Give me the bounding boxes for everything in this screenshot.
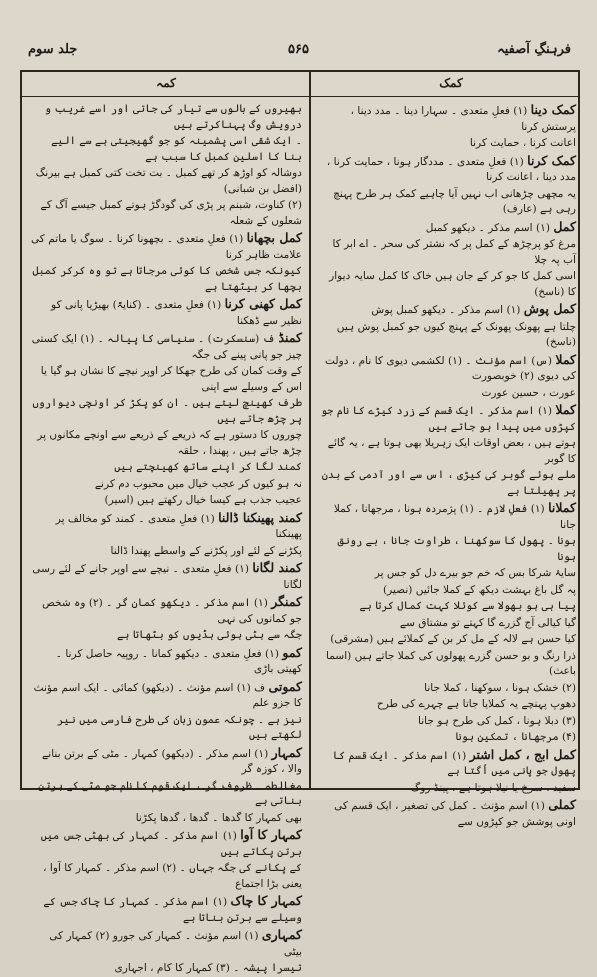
dictionary-entry: [320, 583, 576, 599]
dictionary-entry: [30, 811, 302, 827]
dictionary-entry: [30, 713, 302, 744]
dictionary-entry: [30, 827, 302, 860]
entry-definition: پیا ہی ہو بھولا سے کوئلا کہت کمال کرتا ہے: [359, 600, 576, 612]
dictionary-entry: [320, 534, 576, 565]
entry-headword: کمل بچھانا: [246, 230, 302, 245]
entry-definition: کے پکانے کی جگہ جہاں ۔ (۲) اسم مذکر ۔ کمہار کا آوا ، یعنی بڑا اجتماع: [43, 862, 302, 890]
entry-definition: (۱) اسم مذکر ۔ (دیکھو) کمہار ۔ مٹی کے برتن بنانے والا ، کوزہ گر: [42, 747, 302, 775]
dictionary-entry: [320, 781, 576, 797]
entry-headword: کمو: [282, 644, 302, 660]
right-column: [320, 102, 576, 828]
dictionary-entry: [30, 745, 302, 778]
entry-definition: (۲) خشک ہونا ، سوکھنا ، کملا جانا: [424, 681, 576, 694]
entry-headword: کمنگر: [271, 594, 302, 609]
dictionary-entry: [320, 386, 576, 402]
dictionary-entry: [30, 893, 302, 926]
entry-definition: چلتا ہے پھونک پھونک کے پہنچ کیوں جو کمبل پوش ہیں (ناسخ): [336, 320, 576, 348]
entry-definition: (۳) دبلا ہونا ، کمل کی طرح ہو جانا: [418, 714, 576, 727]
entry-definition: (۱) فعلِ لازم ۔ (۱) پژمردہ ہونا ، مرجھانا ، کملا جانا: [333, 503, 576, 531]
entry-definition: (۱) اسم مؤنث ۔ کمل کی تصغیر ، ایک قسم کی اونی پوشش جو کپڑوں سے: [334, 800, 576, 828]
dictionary-entry: [30, 594, 302, 627]
dictionary-entry: [30, 560, 302, 593]
entry-definition: (۱) اسم مذکر ۔ ایک قسم کے زرد کیڑے کا نام جو کپڑوں میں پیدا ہو جاتے ہیں: [320, 405, 576, 433]
dictionary-entry: [30, 166, 302, 197]
dictionary-entry: [320, 352, 576, 385]
entry-definition: (۴) مرجھانا ، تمکین ہونا: [455, 731, 576, 743]
entry-headword: کمل: [553, 218, 576, 234]
entry-definition: عورت ، حسین عورت: [481, 386, 576, 399]
dictionary-entry: [30, 428, 302, 459]
dictionary-entry: [320, 187, 576, 218]
dictionary-entry: [320, 747, 576, 780]
entry-headword: کمند لگانا: [252, 560, 302, 575]
entry-headword: کمہار کا چاک: [230, 893, 302, 908]
dictionary-entry: [320, 153, 576, 186]
entry-definition: ۔ ایک شقی اسی پشمینہ کو جو گھیجیتی ہے سے الیے بنا کا اسلین کمبل کا سبب ہے: [51, 135, 302, 163]
dictionary-entry: [320, 599, 576, 615]
page-frame: [20, 70, 580, 974]
heading-rule: [22, 96, 578, 97]
page-header: [20, 42, 577, 70]
dictionary-entry: [320, 649, 576, 680]
dictionary-entry: [30, 460, 302, 476]
dictionary-entry: [320, 102, 576, 135]
entry-definition: دھوپ پہنچے یہ کملایا جاتا ہے چہرے کی طرح: [376, 698, 576, 710]
entry-headword: کموتی: [268, 678, 302, 694]
volume-label: جلد سوم: [28, 42, 78, 57]
entry-headword: کمنڈ: [278, 330, 302, 345]
entry-definition: (۱) فعلِ متعدی ۔ کمند کو مخالف پر پھینکنا: [55, 512, 302, 540]
dictionary-entry: [30, 296, 302, 329]
entry-definition: مرغ کو پرچڑھ کے کمل پر کہ نشتر کی سحر ۔ اے ابر کا آب پہ چلا: [332, 238, 576, 266]
dictionary-entry: [320, 566, 576, 582]
entry-definition: (۱) اسم مذکر ۔ کمہار کی بھٹی جس میں برتن پکاتے ہیں: [40, 830, 302, 858]
entry-definition: کیونکہ جس شخص کا کوئی مرجاتا ہے تو وہ کرکر کمبل بچھا کر بیٹھتا ہے: [32, 265, 302, 293]
entry-definition: (۱) فعلِ متعدی ۔ سہارا دینا ۔ مدد دینا ، پرستش کرنا: [350, 105, 576, 133]
dictionary-entry: [30, 645, 302, 678]
entry-definition: عجیب جذب ہے کیسا خیال رکھتے ہیں (اسیر): [104, 494, 302, 506]
entry-headword: کمل ابج ، کمل اشتر: [469, 746, 576, 762]
dictionary-entry: [30, 927, 302, 960]
entry-definition: کے وقت کمان کی طرح جھکا کر اوپر نیچے کا نشان ہو گیا یا اس کے وسیلے سے اپنی: [40, 365, 302, 393]
entry-definition: طرف کھینچ لیتے ہیں ۔ ان کو پکڑ کر اونچی دیواروں پر چڑھ جاتے ہیں: [32, 397, 302, 425]
entry-definition: چوروں کا دستور ہے کہ ذریعے کے ذریعے سے اونچے مکانوں پر چڑھ جاتے ہیں ، پھندا ، حلقہ: [37, 429, 302, 457]
dictionary-entry: [320, 237, 576, 268]
dictionary-entry: [320, 136, 576, 152]
entry-headword: کملی: [548, 797, 576, 812]
entry-definition: (۱) اسم مذکر ۔ ایک قسم کا پھول جو پانی میں اُگتا ہے: [332, 749, 576, 777]
dictionary-entry: [320, 301, 576, 319]
entry-definition: ف (سنسکرت) ۔ سنیاسی کا پیالہ ۔ (۱) ایک کستی چیز جو پانی پینے کی جگہ: [31, 333, 302, 361]
entry-headword: کملانا: [548, 500, 576, 515]
entry-definition: یہ مچھی چڑھانی اب نہیں آیا چاہیے کمک ہر طرح پہنچ رہی ہے (عارف): [333, 187, 576, 215]
entry-definition: (۱) اسم مذکر ۔ دیکھو کمان گر ۔ (۲) وہ شخص جو کمانوں کی نہی: [42, 597, 302, 625]
entry-definition: ذرا رنگ و بو حسن گزرے پھولوں کی کملا جاتے ہیں (اسما باعث): [325, 649, 576, 677]
entry-headword: کمک کرنا: [527, 152, 576, 168]
dictionary-entry: [320, 616, 576, 632]
dictionary-entry: [320, 219, 576, 237]
entry-definition: ہوتے ہیں ، بعض اوقات ایک زہریلا بھی ہوتا ہے ، یہ گائے کا گوبر: [327, 437, 576, 465]
entry-definition: (۱) فعلِ متعدی ۔ مددگار ہونا ، حمایت کرنا ، مدد دینا ، اعانت کرنا: [326, 155, 576, 183]
entry-definition: (۱) فعلِ متعدی ۔ دیکھو کمانا ۔ روپیہ حاصل کرنا ۔ کھیتی باڑی: [55, 647, 302, 675]
entry-definition: (۱) اسم مؤنث ۔ کمہار کی جورو (۲) کمہار کی بیٹی: [49, 930, 302, 958]
dictionary-entry: [30, 510, 302, 543]
entry-definition: نہ ہو کیوں کر عجب خیال میں محبوب دم کرنے: [94, 477, 302, 490]
dictionary-entry: [30, 477, 302, 493]
entry-headword: کمند پھینکنا ڈالنا: [218, 509, 302, 525]
entry-definition: پکڑنے کے لئے اور پکڑنے کے واسطے پھندا ڈالنا: [110, 544, 302, 557]
dictionary-entry: [30, 102, 302, 133]
entry-definition: نیز ہے ۔ چونکہ عمون زبان کی طرح فارسی میں نیر لکھتے ہیں: [57, 713, 302, 741]
dictionary-entry: [30, 330, 302, 363]
dictionary-entry: [30, 861, 302, 892]
left-column: [30, 102, 302, 974]
dictionary-entry: [30, 493, 302, 509]
entry-definition: گیا کیالی آج گزرے گا کہتے تو مشتاق سے: [399, 616, 576, 629]
entry-headword: کمہار کا آوا: [240, 827, 302, 842]
dictionary-entry: [30, 364, 302, 395]
dictionary-entry: [320, 269, 576, 300]
dictionary-entry: [320, 632, 576, 648]
entry-definition: ف (۱) اسم مؤنث ۔ (دیکھو) کمائی ۔ ایک اسم مؤنث کا جزو علم: [33, 681, 302, 709]
entry-definition: (۱) فعلِ متعدی ۔ (کنایۃً) بھیڑیا پانی کو نظیر سے ڈھکنا: [51, 299, 302, 327]
entry-headword: کمل کھنی کرنا: [224, 296, 302, 311]
entry-definition: سایۂ شرکا بس کہ خم جو بیرے دل کو جس پر: [374, 567, 576, 579]
dictionary-entry: [320, 714, 576, 730]
dictionary-entry: [320, 500, 576, 533]
entry-definition: تیسرا پیشہ ۔ (۳) کمہار کا کام ، اجہاری: [114, 962, 302, 974]
entry-definition: دوشالہ کو اوڑھ کر تھے کمبل ۔ بت تخت کتی کمبل ہے بیرنگ (افضل بن شبانی): [35, 167, 302, 195]
entry-definition: (۱) اسم مذکر ۔ کمہار کا چاک جس کے وسیلے سے برتن بناتا ہے: [43, 896, 302, 924]
right-column-heading: کمک: [439, 76, 463, 90]
dictionary-entry: [320, 797, 576, 830]
entry-headword: کمل پوش: [523, 301, 576, 316]
book-title: فرہنگِ آصفیہ: [497, 42, 571, 57]
dictionary-entry: [30, 961, 302, 977]
dictionary-entry: [30, 198, 302, 229]
dictionary-entry: [30, 264, 302, 295]
dictionary-entry: [30, 134, 302, 165]
entry-definition: سفید ، سرخ یا نیلا ہوتا ہے ، پینڈ روگ: [410, 781, 576, 794]
dictionary-entry: [30, 396, 302, 427]
left-column-heading: کمہ: [156, 76, 176, 90]
entry-definition: مغالطہ ۔ ظروف گر ، ایک قوم کا نام جو مٹی کے برتن بناتی ہے: [38, 779, 302, 807]
entry-definition: (۲) کناوت، شبنم پر پڑی کی گودگڑ ہوتے کمبل جیسے آگ کے شعلوں کے شعلہ: [40, 199, 302, 227]
dictionary-entry: [320, 320, 576, 351]
dictionary-entry: [30, 779, 302, 810]
entry-definition: (۱) فعلِ متعدی ۔ بچھونا کرنا ۔ سوگ یا ماتم کی علامت ظاہر کرنا: [30, 233, 302, 261]
entry-definition: جگہ سے ہٹی ہوئی ہڈیوں کو بٹھاتا ہے: [117, 629, 302, 641]
entry-definition: پہ گل باغ بہشت دیکھ کے کملا جائیں (نصیر): [382, 583, 576, 596]
dictionary-entry: [320, 402, 576, 435]
entry-definition: (۱) فعلِ متعدی ۔ نیچے سے اوپر جانے کے لئے رسی لگانا: [32, 563, 302, 591]
entry-headword: کمک دینا: [530, 102, 576, 117]
entry-definition: بھی کمہار کا گدھا ۔ گدھا ، گدھا پکڑنا: [135, 811, 302, 824]
entry-headword: کمہار: [271, 744, 302, 760]
entry-headword: کملا: [555, 351, 576, 367]
column-divider: [309, 72, 311, 788]
entry-definition: ملے ہوئے گوبر کی کیڑی ، اس سے اور آدمی کے بدن پر پھیلتا ہے: [321, 469, 576, 497]
entry-definition: بھیروں کے بالوں سے تیار کی جاتی اور اسے غریب و درویش وگ پہناکرتے ہیں: [44, 103, 302, 131]
dictionary-entry: [30, 679, 302, 712]
entry-headword: کملا: [555, 402, 576, 417]
entry-definition: (۱) اسم مذکر ۔ دیکھو کمبل پوش: [371, 304, 521, 316]
dictionary-entry: [30, 628, 302, 644]
dictionary-entry: [320, 681, 576, 697]
dictionary-entry: [30, 230, 302, 263]
entry-definition: اعانت کرنا ، حمایت کرنا: [469, 137, 576, 149]
dictionary-entry: [320, 468, 576, 499]
dictionary-entry: [320, 730, 576, 746]
entry-definition: (س) اسم مؤنث ۔ (۱) لکشمی دیوی کا نام ، دولت کی دیوی (۲) خوبصورت: [324, 354, 576, 382]
dictionary-entry: [320, 697, 576, 713]
entry-definition: (۱) اسم مذکر ۔ دیکھو کمبل: [425, 221, 550, 234]
entry-headword: کمہاری: [261, 927, 302, 942]
entry-definition: کیا حسن ہے لالہ کے مل کر بن کے کملائے ہیں (مشرقی): [330, 633, 576, 645]
entry-definition: اسی کمل کا جو کر کے جان ہیں خاک کا کمل سایہ دیوار کا (ناسخ): [329, 270, 576, 298]
dictionary-entry: [30, 544, 302, 560]
entry-definition: کمند لگا کر اپنے ساتھ کھینچتے ہیں: [114, 461, 302, 473]
entry-definition: ہونا ۔ پھول کا سوکھنا ، طراوت جانا ، بے رونق ہونا: [337, 535, 576, 563]
page-number: ۵۶۵: [288, 42, 309, 57]
dictionary-entry: [320, 436, 576, 467]
